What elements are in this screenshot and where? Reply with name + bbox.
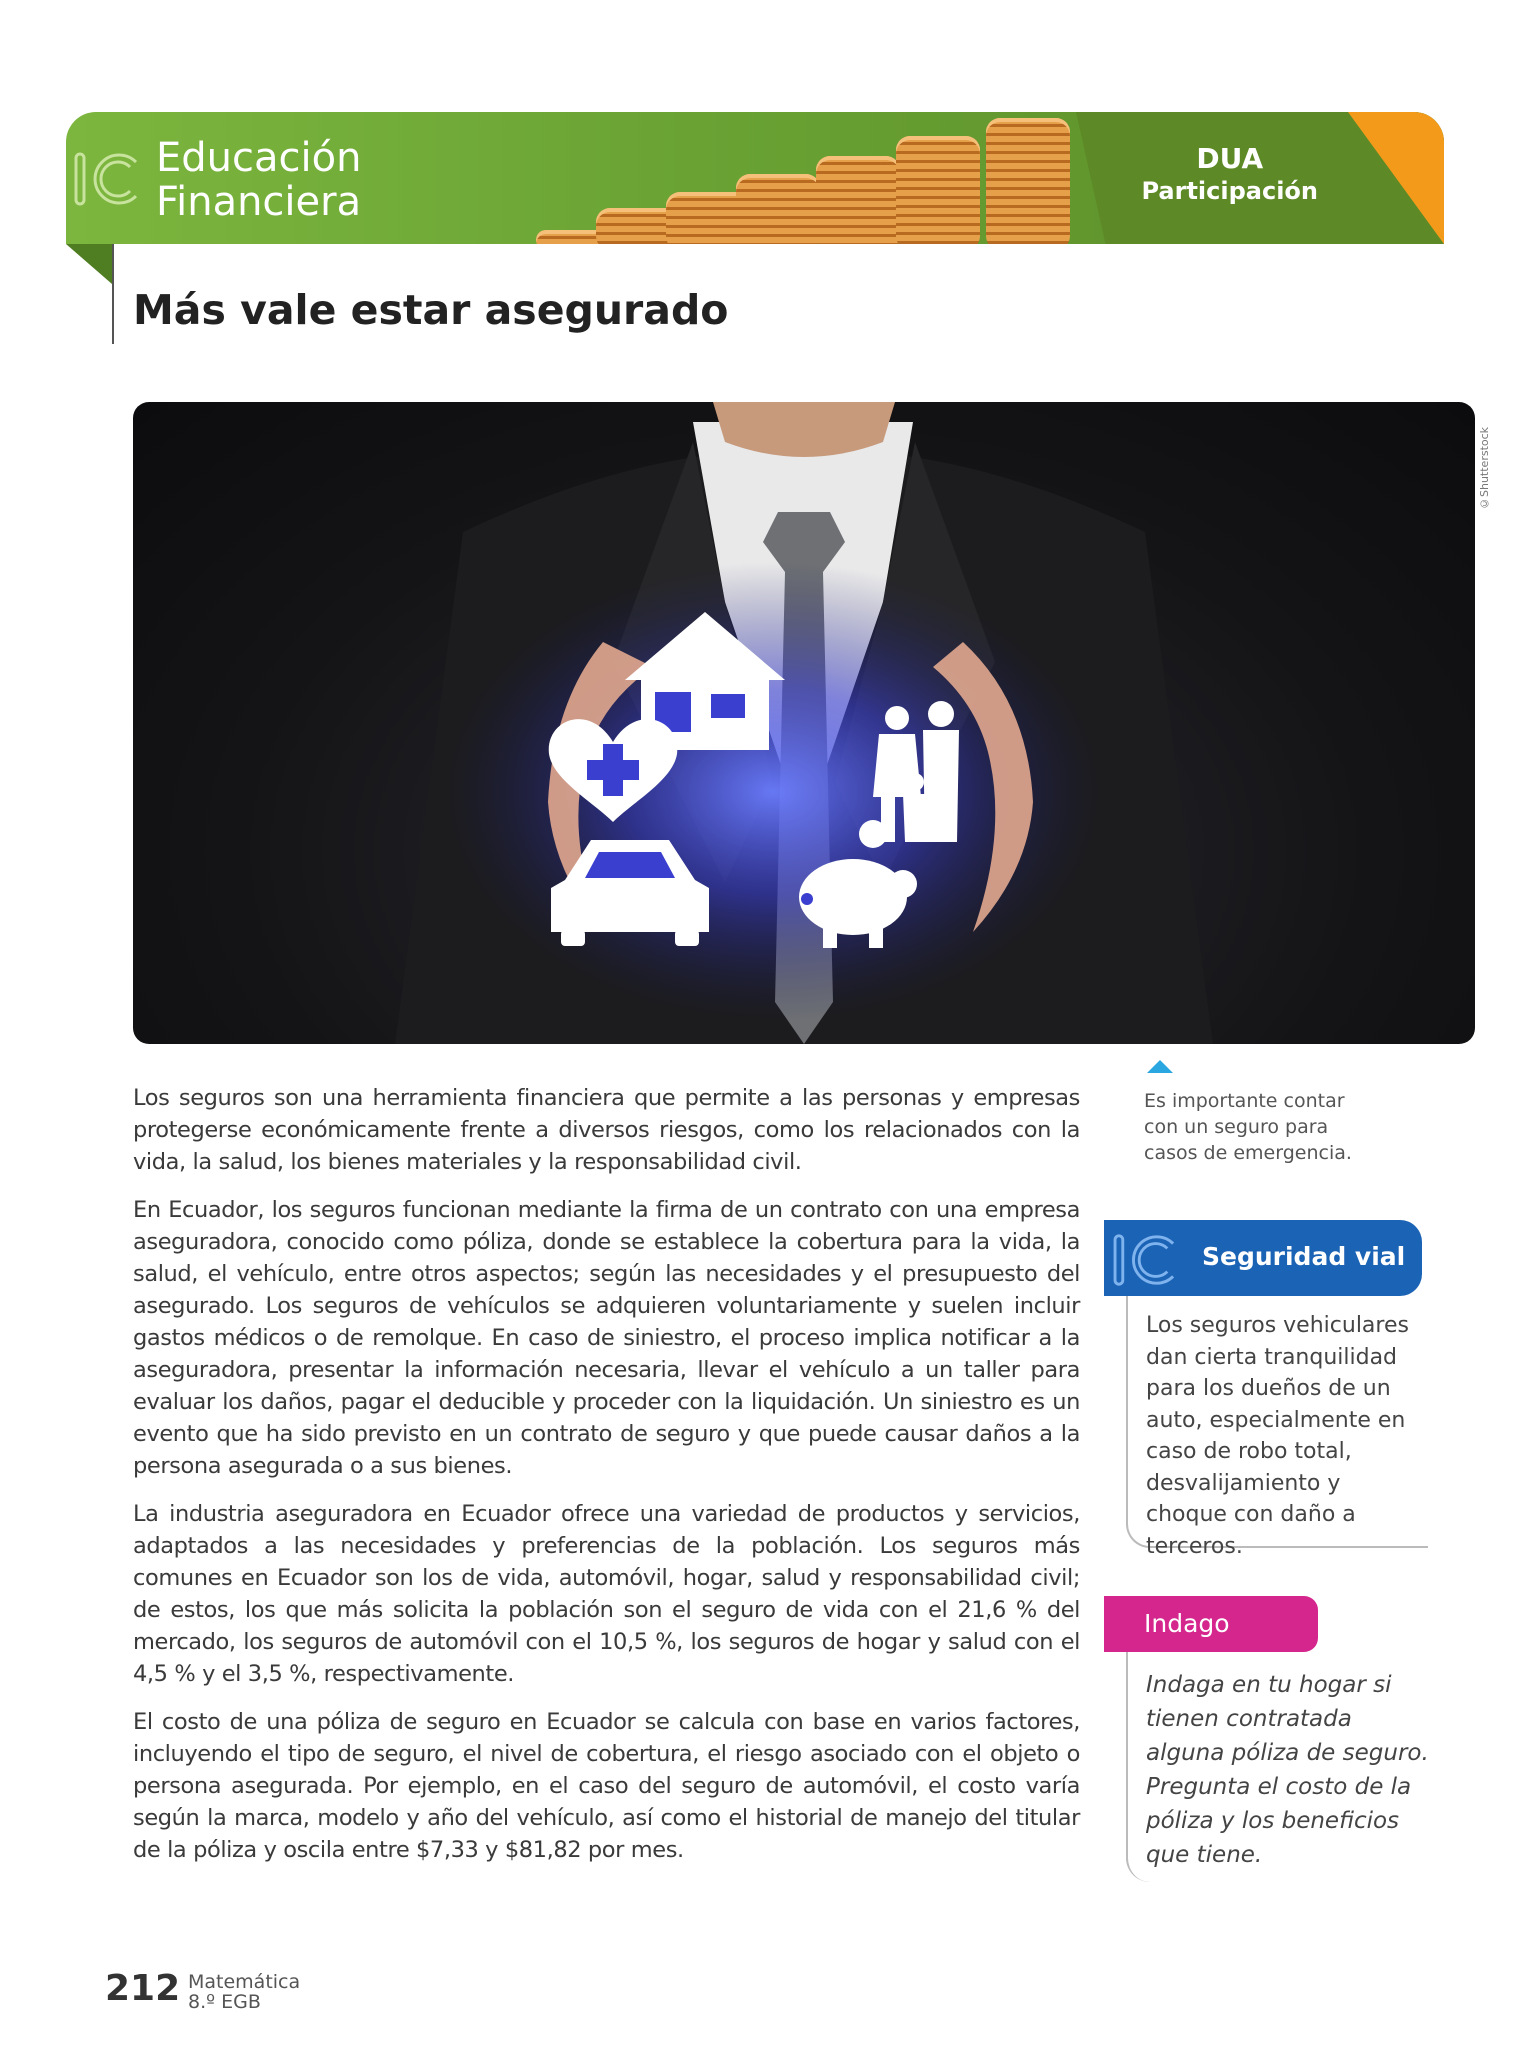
indago-header <box>1104 1596 1318 1652</box>
seguridad-vial-header <box>1104 1220 1422 1296</box>
ic-logo-icon <box>1110 1230 1182 1290</box>
indago-text: Indaga en tu hogar si tienen contratada alguna póliza de seguro. Pregunta el costo de la póliza y los beneficios que tiene. <box>1146 1672 1429 1868</box>
section-title <box>156 136 361 224</box>
paragraph-intro: Los seguros son una herramienta financiera que permite a las personas y empresas protegerse económicamente frente a diversos riesgos, como los relacionados con la vida, la salud, los bienes materiales y la responsabilidad civil. <box>133 1085 1080 1175</box>
title-rule <box>112 244 114 344</box>
insurance-photo <box>133 402 1475 1044</box>
footer-subject <box>188 1972 300 2012</box>
dua-subtitle: Participación <box>1141 177 1318 205</box>
coin-stacks-illustration <box>516 112 1166 244</box>
caption-pointer-icon <box>1147 1060 1173 1073</box>
photo-caption: Es importante contar con un seguro para casos de emergencia. <box>1144 1090 1352 1164</box>
dua-label <box>1141 142 1318 206</box>
page-number: 212 <box>105 1968 181 2009</box>
section-banner <box>66 112 1444 244</box>
ic-logo-icon <box>72 148 144 210</box>
dua-title: DUA <box>1196 142 1264 175</box>
main-text <box>133 1082 1080 1882</box>
seguridad-vial-title: Seguridad vial <box>1202 1242 1406 1271</box>
paragraph-ecuador-contracts: En Ecuador, los seguros funcionan mediante la firma de un contrato con una empresa aseguradora, conocido como póliza, donde se establece la cobertura para la vida, la salud, el vehículo, entre otros aspectos; según las necesidades y el presupuesto del asegurado. Los seguros de vehículos se adquieren voluntariamente y suelen incluir gastos médicos o de remolque. En caso de siniestro, el proceso implica notificar a la aseguradora, presentar la información necesaria, llevar el vehículo a un taller para evaluar los daños, pagar el deducible y proceder con la liquidación. Un siniestro es un evento que ha sido previsto en un contrato de seguro y que puede causar daños a la persona asegurada o a sus bienes. <box>133 1197 1080 1479</box>
paragraph-industry: La industria aseguradora en Ecuador ofrece una variedad de productos y servicios, adaptados a las necesidades y preferencias de la población. Los seguros más comunes en Ecuador son los de vida, automóvil, hogar, salud y responsabilidad civil; de estos, los que más solicita la población son el seguro de vida con el 21,6 % del mercado, los seguros de automóvil con el 10,5 %, los seguros de hogar y salud con el 4,5 % y el 3,5 %, respectivamente. <box>133 1501 1080 1687</box>
page-title: Más vale estar asegurado <box>133 286 729 334</box>
paragraph-cost: El costo de una póliza de seguro en Ecuador se calcula con base en varios factores, incluyendo el tipo de seguro, el nivel de cobertura, el riesgo asociado con el objeto o persona asegurada. Por ejemplo, en el caso del seguro de automóvil, el costo varía según la marca, modelo y año del vehículo, así como el historial de manejo del titular de la póliza y oscila entre $7,33 y $81,82 por mes. <box>133 1709 1080 1863</box>
indago-title: Indago <box>1144 1609 1230 1638</box>
section-title-line1: Educación <box>156 135 362 181</box>
seguridad-vial-text: Los seguros vehiculares dan cierta tranquilidad para los dueños de un auto, especialmente en caso de robo total, desvalijamiento y choque con daño a terceros. <box>1146 1313 1409 1559</box>
photo-credit: ©Shutterstock <box>1478 426 1491 510</box>
footer-subject-name: Matemática <box>188 1971 301 1993</box>
section-title-line2: Financiera <box>156 179 362 225</box>
businessman-illustration <box>133 402 1475 1044</box>
banner-fold <box>66 244 112 284</box>
footer-grade: 8.º EGB <box>188 1991 261 2013</box>
